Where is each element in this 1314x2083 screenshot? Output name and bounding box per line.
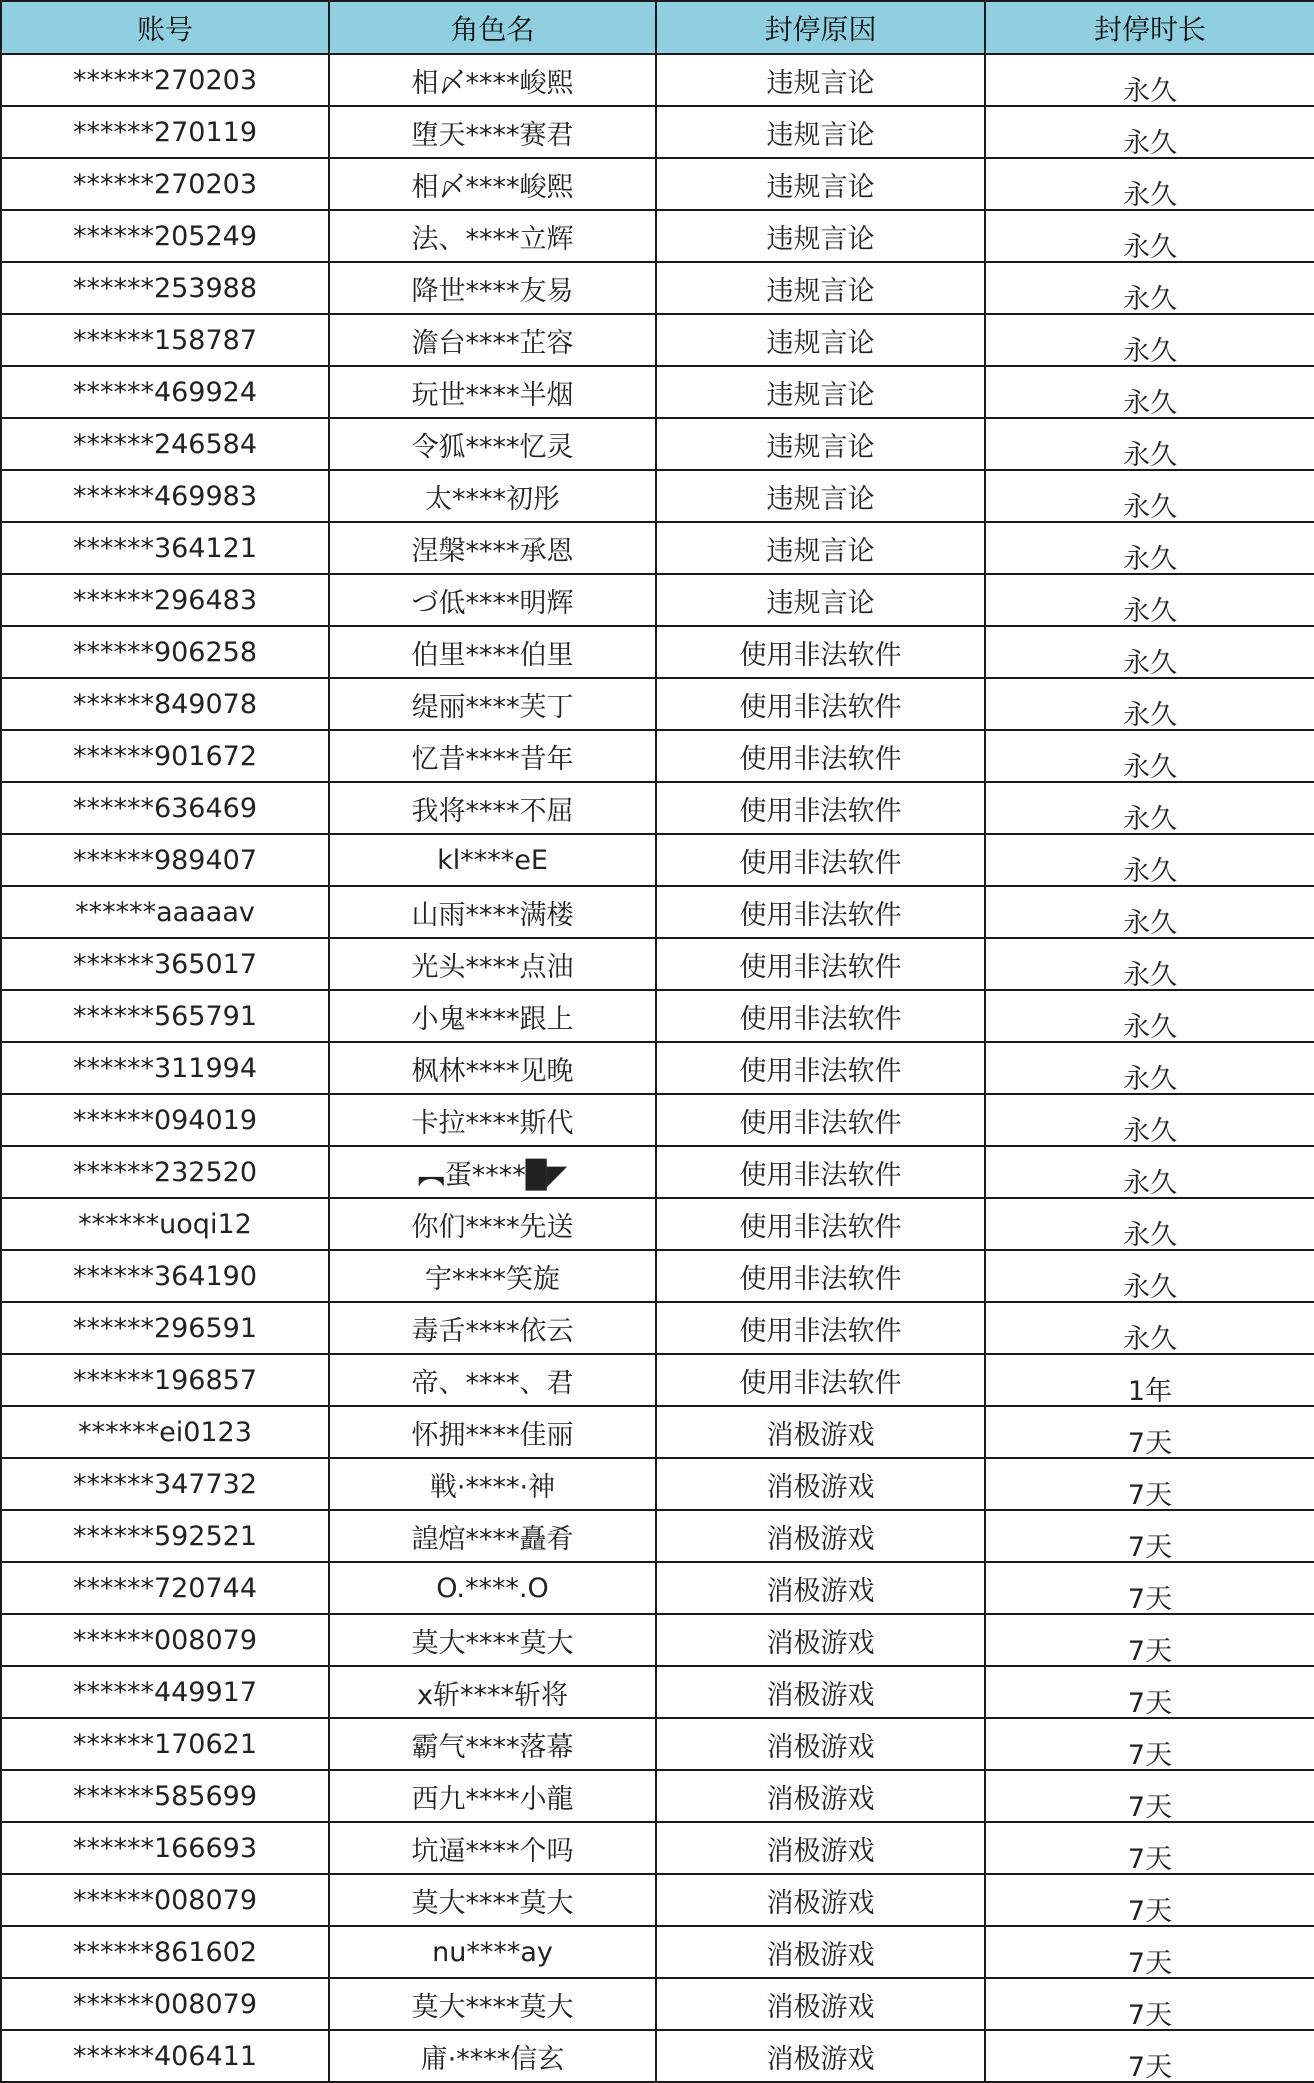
table-row — [1, 574, 1314, 626]
ban-duration-text: 7天 — [1127, 1843, 1173, 1874]
cell-ban-reason: 违规言论 — [656, 210, 985, 262]
cell-ban-reason: 使用非法软件 — [656, 626, 985, 678]
table-row — [1, 210, 1314, 262]
cell-role-name: 相〆****峻熙 — [329, 54, 656, 106]
cell-account: ******008079 — [1, 1614, 329, 1666]
cell-ban-duration — [985, 158, 1314, 210]
cell-ban-reason: 使用非法软件 — [656, 886, 985, 938]
cell-ban-reason: 使用非法软件 — [656, 1146, 985, 1198]
cell-account: ******008079 — [1, 1978, 329, 2030]
table-row — [1, 106, 1314, 158]
cell-role-name: nu****ay — [329, 1926, 656, 1978]
ban-duration-text: 7天 — [1127, 1687, 1173, 1718]
cell-account: ******585699 — [1, 1770, 329, 1822]
cell-role-name: 莫大****莫大 — [329, 1978, 656, 2030]
cell-ban-duration — [985, 1146, 1314, 1198]
ban-duration-text: 永久 — [1123, 751, 1177, 782]
cell-ban-duration — [985, 1614, 1314, 1666]
cell-account: ******565791 — [1, 990, 329, 1042]
cell-role-name: 相〆****峻熙 — [329, 158, 656, 210]
cell-role-name: 你们****先送 — [329, 1198, 656, 1250]
cell-role-name: 坑逼****个吗 — [329, 1822, 656, 1874]
ban-duration-text: 7天 — [1127, 1791, 1173, 1822]
cell-role-name: x斩****斩将 — [329, 1666, 656, 1718]
cell-role-name: 令狐****忆灵 — [329, 418, 656, 470]
cell-role-name: 帝、****、君 — [329, 1354, 656, 1406]
cell-role-name: kl****eE — [329, 834, 656, 886]
table-row — [1, 1406, 1314, 1458]
cell-role-name: 山雨****满楼 — [329, 886, 656, 938]
table-header — [1, 1, 1314, 54]
cell-account: ******246584 — [1, 418, 329, 470]
cell-ban-duration — [985, 1458, 1314, 1510]
cell-role-name: 諻熍****矗肴 — [329, 1510, 656, 1562]
cell-ban-reason: 消极游戏 — [656, 1770, 985, 1822]
table-row — [1, 730, 1314, 782]
table-row — [1, 418, 1314, 470]
ban-duration-text: 7天 — [1127, 1947, 1173, 1978]
cell-role-name: 莫大****莫大 — [329, 1874, 656, 1926]
cell-account: ******906258 — [1, 626, 329, 678]
cell-role-name: 堕天****赛君 — [329, 106, 656, 158]
cell-ban-duration — [985, 1978, 1314, 2030]
cell-ban-duration — [985, 1042, 1314, 1094]
cell-ban-reason: 使用非法软件 — [656, 678, 985, 730]
cell-account: ******296483 — [1, 574, 329, 626]
cell-account: ******406411 — [1, 2030, 329, 2082]
cell-ban-reason: 使用非法软件 — [656, 730, 985, 782]
cell-ban-duration — [985, 1874, 1314, 1926]
table-row — [1, 1926, 1314, 1978]
cell-account: ******365017 — [1, 938, 329, 990]
cell-ban-duration — [985, 1198, 1314, 1250]
ban-duration-text: 永久 — [1123, 179, 1177, 210]
cell-ban-reason: 使用非法软件 — [656, 1302, 985, 1354]
cell-account: ******469983 — [1, 470, 329, 522]
cell-account: ******ei0123 — [1, 1406, 329, 1458]
cell-ban-duration — [985, 210, 1314, 262]
ban-duration-text: 7天 — [1127, 1427, 1173, 1458]
cell-ban-reason: 违规言论 — [656, 366, 985, 418]
ban-duration-text: 7天 — [1127, 1895, 1173, 1926]
ban-duration-text: 永久 — [1123, 439, 1177, 470]
cell-ban-reason: 消极游戏 — [656, 1510, 985, 1562]
cell-ban-duration — [985, 1926, 1314, 1978]
table-row — [1, 1250, 1314, 1302]
cell-role-name: 莫大****莫大 — [329, 1614, 656, 1666]
cell-ban-reason: 使用非法软件 — [656, 834, 985, 886]
cell-ban-reason: 违规言论 — [656, 262, 985, 314]
cell-ban-duration — [985, 418, 1314, 470]
cell-account: ******270119 — [1, 106, 329, 158]
cell-ban-reason: 消极游戏 — [656, 1926, 985, 1978]
cell-role-name: 宇****笑旋 — [329, 1250, 656, 1302]
ban-duration-text: 7天 — [1127, 1739, 1173, 1770]
cell-account: ******296591 — [1, 1302, 329, 1354]
cell-ban-duration — [985, 1562, 1314, 1614]
table-row — [1, 782, 1314, 834]
table-row — [1, 1770, 1314, 1822]
table-row — [1, 1354, 1314, 1406]
cell-ban-duration — [985, 1510, 1314, 1562]
table-row — [1, 314, 1314, 366]
cell-role-name: 光头****点油 — [329, 938, 656, 990]
cell-ban-reason: 违规言论 — [656, 574, 985, 626]
header-ban-duration: 封停时长 — [985, 1, 1314, 54]
cell-role-name: 卡拉****斯代 — [329, 1094, 656, 1146]
table-row — [1, 262, 1314, 314]
cell-ban-reason: 使用非法软件 — [656, 1094, 985, 1146]
ban-duration-text: 永久 — [1123, 1323, 1177, 1354]
ban-duration-text: 1年 — [1127, 1375, 1173, 1406]
table-row — [1, 1874, 1314, 1926]
table-row — [1, 1302, 1314, 1354]
cell-role-name: 霸气****落幕 — [329, 1718, 656, 1770]
cell-account: ******849078 — [1, 678, 329, 730]
cell-account: ******232520 — [1, 1146, 329, 1198]
cell-ban-reason: 消极游戏 — [656, 1822, 985, 1874]
table-row — [1, 990, 1314, 1042]
header-row — [1, 1, 1314, 54]
cell-role-name: 玩世****半烟 — [329, 366, 656, 418]
table-row — [1, 1094, 1314, 1146]
cell-ban-duration — [985, 522, 1314, 574]
table-row — [1, 1458, 1314, 1510]
table-row — [1, 54, 1314, 106]
cell-ban-reason: 消极游戏 — [656, 2030, 985, 2082]
cell-ban-duration — [985, 1666, 1314, 1718]
cell-ban-reason: 违规言论 — [656, 470, 985, 522]
cell-ban-duration — [985, 990, 1314, 1042]
cell-ban-duration — [985, 1406, 1314, 1458]
cell-role-name: 小鬼****跟上 — [329, 990, 656, 1042]
ban-duration-text: 永久 — [1123, 855, 1177, 886]
cell-ban-reason: 使用非法软件 — [656, 1198, 985, 1250]
table-row — [1, 1822, 1314, 1874]
cell-account: ******311994 — [1, 1042, 329, 1094]
cell-account: ******720744 — [1, 1562, 329, 1614]
ban-duration-text: 永久 — [1123, 1219, 1177, 1250]
cell-role-name: 庯·****信玄 — [329, 2030, 656, 2082]
ban-duration-text: 永久 — [1123, 491, 1177, 522]
cell-ban-duration — [985, 730, 1314, 782]
ban-duration-text: 永久 — [1123, 907, 1177, 938]
table-row — [1, 1978, 1314, 2030]
ban-duration-text: 永久 — [1123, 335, 1177, 366]
cell-role-name: 怀拥****佳丽 — [329, 1406, 656, 1458]
cell-account: ******901672 — [1, 730, 329, 782]
ban-duration-text: 永久 — [1123, 595, 1177, 626]
table-row — [1, 470, 1314, 522]
cell-account: ******592521 — [1, 1510, 329, 1562]
header-ban-reason: 封停原因 — [656, 1, 985, 54]
cell-ban-reason: 消极游戏 — [656, 1718, 985, 1770]
cell-role-name: 太****初彤 — [329, 470, 656, 522]
cell-ban-duration — [985, 470, 1314, 522]
ban-duration-text: 永久 — [1123, 803, 1177, 834]
cell-role-name: 戦·****·神 — [329, 1458, 656, 1510]
cell-ban-reason: 消极游戏 — [656, 1666, 985, 1718]
cell-ban-duration — [985, 314, 1314, 366]
cell-role-name: 降世****友易 — [329, 262, 656, 314]
cell-ban-duration — [985, 1094, 1314, 1146]
cell-ban-duration — [985, 1770, 1314, 1822]
cell-account: ******aaaaav — [1, 886, 329, 938]
ban-duration-text: 永久 — [1123, 699, 1177, 730]
cell-role-name: 忆昔****昔年 — [329, 730, 656, 782]
table-row — [1, 1510, 1314, 1562]
cell-ban-duration — [985, 1718, 1314, 1770]
ban-duration-text: 永久 — [1123, 1011, 1177, 1042]
table-row — [1, 1198, 1314, 1250]
header-account: 账号 — [1, 1, 329, 54]
cell-account: ******253988 — [1, 262, 329, 314]
ban-duration-text: 永久 — [1123, 75, 1177, 106]
table-row — [1, 2030, 1314, 2082]
cell-role-name: O.****.O — [329, 1562, 656, 1614]
cell-account: ******008079 — [1, 1874, 329, 1926]
cell-role-name: 澹台****芷容 — [329, 314, 656, 366]
cell-role-name: 法、****立辉 — [329, 210, 656, 262]
cell-account: ******270203 — [1, 158, 329, 210]
cell-ban-reason: 消极游戏 — [656, 1874, 985, 1926]
header-role-name: 角色名 — [329, 1, 656, 54]
cell-ban-reason: 违规言论 — [656, 314, 985, 366]
cell-ban-duration — [985, 1822, 1314, 1874]
cell-role-name: 伯里****伯里 — [329, 626, 656, 678]
cell-ban-duration — [985, 834, 1314, 886]
cell-account: ******270203 — [1, 54, 329, 106]
ban-duration-text: 7天 — [1127, 1583, 1173, 1614]
cell-ban-reason: 违规言论 — [656, 106, 985, 158]
cell-role-name: 缇丽****芙丁 — [329, 678, 656, 730]
ban-duration-text: 永久 — [1123, 1167, 1177, 1198]
ban-duration-text: 永久 — [1123, 647, 1177, 678]
ban-duration-text: 永久 — [1123, 1115, 1177, 1146]
cell-ban-reason: 使用非法软件 — [656, 1250, 985, 1302]
table-body — [1, 54, 1314, 2082]
table-row — [1, 1562, 1314, 1614]
ban-duration-text: 7天 — [1127, 1999, 1173, 2030]
cell-ban-reason: 违规言论 — [656, 158, 985, 210]
ban-duration-text: 永久 — [1123, 543, 1177, 574]
cell-account: ******166693 — [1, 1822, 329, 1874]
ban-duration-text: 永久 — [1123, 959, 1177, 990]
cell-ban-duration — [985, 938, 1314, 990]
cell-account: ******347732 — [1, 1458, 329, 1510]
cell-account: ******469924 — [1, 366, 329, 418]
cell-ban-reason: 违规言论 — [656, 418, 985, 470]
cell-ban-reason: 使用非法软件 — [656, 938, 985, 990]
cell-ban-duration — [985, 574, 1314, 626]
cell-ban-duration — [985, 886, 1314, 938]
cell-ban-reason: 消极游戏 — [656, 1978, 985, 2030]
cell-role-name: 我将****不屈 — [329, 782, 656, 834]
table-row — [1, 1666, 1314, 1718]
cell-account: ******636469 — [1, 782, 329, 834]
cell-ban-duration — [985, 366, 1314, 418]
cell-ban-reason: 消极游戏 — [656, 1406, 985, 1458]
cell-account: ******158787 — [1, 314, 329, 366]
ban-duration-text: 永久 — [1123, 1271, 1177, 1302]
cell-account: ******861602 — [1, 1926, 329, 1978]
cell-ban-duration — [985, 1302, 1314, 1354]
cell-ban-reason: 使用非法软件 — [656, 990, 985, 1042]
table-row — [1, 678, 1314, 730]
cell-account: ******989407 — [1, 834, 329, 886]
cell-ban-duration — [985, 1354, 1314, 1406]
ban-duration-text: 7天 — [1127, 2051, 1173, 2082]
cell-ban-duration — [985, 1250, 1314, 1302]
cell-role-name: 枫林****见晚 — [329, 1042, 656, 1094]
cell-ban-reason: 消极游戏 — [656, 1614, 985, 1666]
table-row — [1, 1718, 1314, 1770]
cell-ban-duration — [985, 106, 1314, 158]
cell-ban-duration — [985, 678, 1314, 730]
cell-ban-duration — [985, 626, 1314, 678]
cell-account: ******170621 — [1, 1718, 329, 1770]
table-row — [1, 626, 1314, 678]
cell-role-name: 涅槃****承恩 — [329, 522, 656, 574]
cell-account: ******205249 — [1, 210, 329, 262]
cell-role-name: 西九****小龍 — [329, 1770, 656, 1822]
cell-account: ******364190 — [1, 1250, 329, 1302]
table-row — [1, 938, 1314, 990]
cell-ban-reason: 违规言论 — [656, 522, 985, 574]
cell-ban-reason: 消极游戏 — [656, 1458, 985, 1510]
cell-ban-duration — [985, 262, 1314, 314]
cell-role-name: ︻蛋****█◤ — [329, 1146, 656, 1198]
ban-duration-text: 永久 — [1123, 387, 1177, 418]
ban-duration-text: 7天 — [1127, 1531, 1173, 1562]
table-row — [1, 366, 1314, 418]
table-row — [1, 834, 1314, 886]
cell-ban-duration — [985, 54, 1314, 106]
cell-account: ******uoqi12 — [1, 1198, 329, 1250]
cell-account: ******449917 — [1, 1666, 329, 1718]
cell-account: ******364121 — [1, 522, 329, 574]
table-row — [1, 1042, 1314, 1094]
cell-ban-reason: 使用非法软件 — [656, 782, 985, 834]
ban-duration-text: 永久 — [1123, 127, 1177, 158]
cell-role-name: 毒舌****依云 — [329, 1302, 656, 1354]
cell-account: ******196857 — [1, 1354, 329, 1406]
cell-account: ******094019 — [1, 1094, 329, 1146]
ban-duration-text: 永久 — [1123, 283, 1177, 314]
table-row — [1, 1614, 1314, 1666]
ban-duration-text: 永久 — [1123, 231, 1177, 262]
table-row — [1, 886, 1314, 938]
ban-duration-text: 7天 — [1127, 1479, 1173, 1510]
table-row — [1, 1146, 1314, 1198]
cell-ban-reason: 违规言论 — [656, 54, 985, 106]
cell-role-name: づ低****明辉 — [329, 574, 656, 626]
ban-duration-text: 永久 — [1123, 1063, 1177, 1094]
cell-ban-duration — [985, 2030, 1314, 2082]
cell-ban-reason: 使用非法软件 — [656, 1354, 985, 1406]
cell-ban-reason: 使用非法软件 — [656, 1042, 985, 1094]
cell-ban-duration — [985, 782, 1314, 834]
table-row — [1, 522, 1314, 574]
ban-duration-text: 7天 — [1127, 1635, 1173, 1666]
table-row — [1, 158, 1314, 210]
cell-ban-reason: 消极游戏 — [656, 1562, 985, 1614]
